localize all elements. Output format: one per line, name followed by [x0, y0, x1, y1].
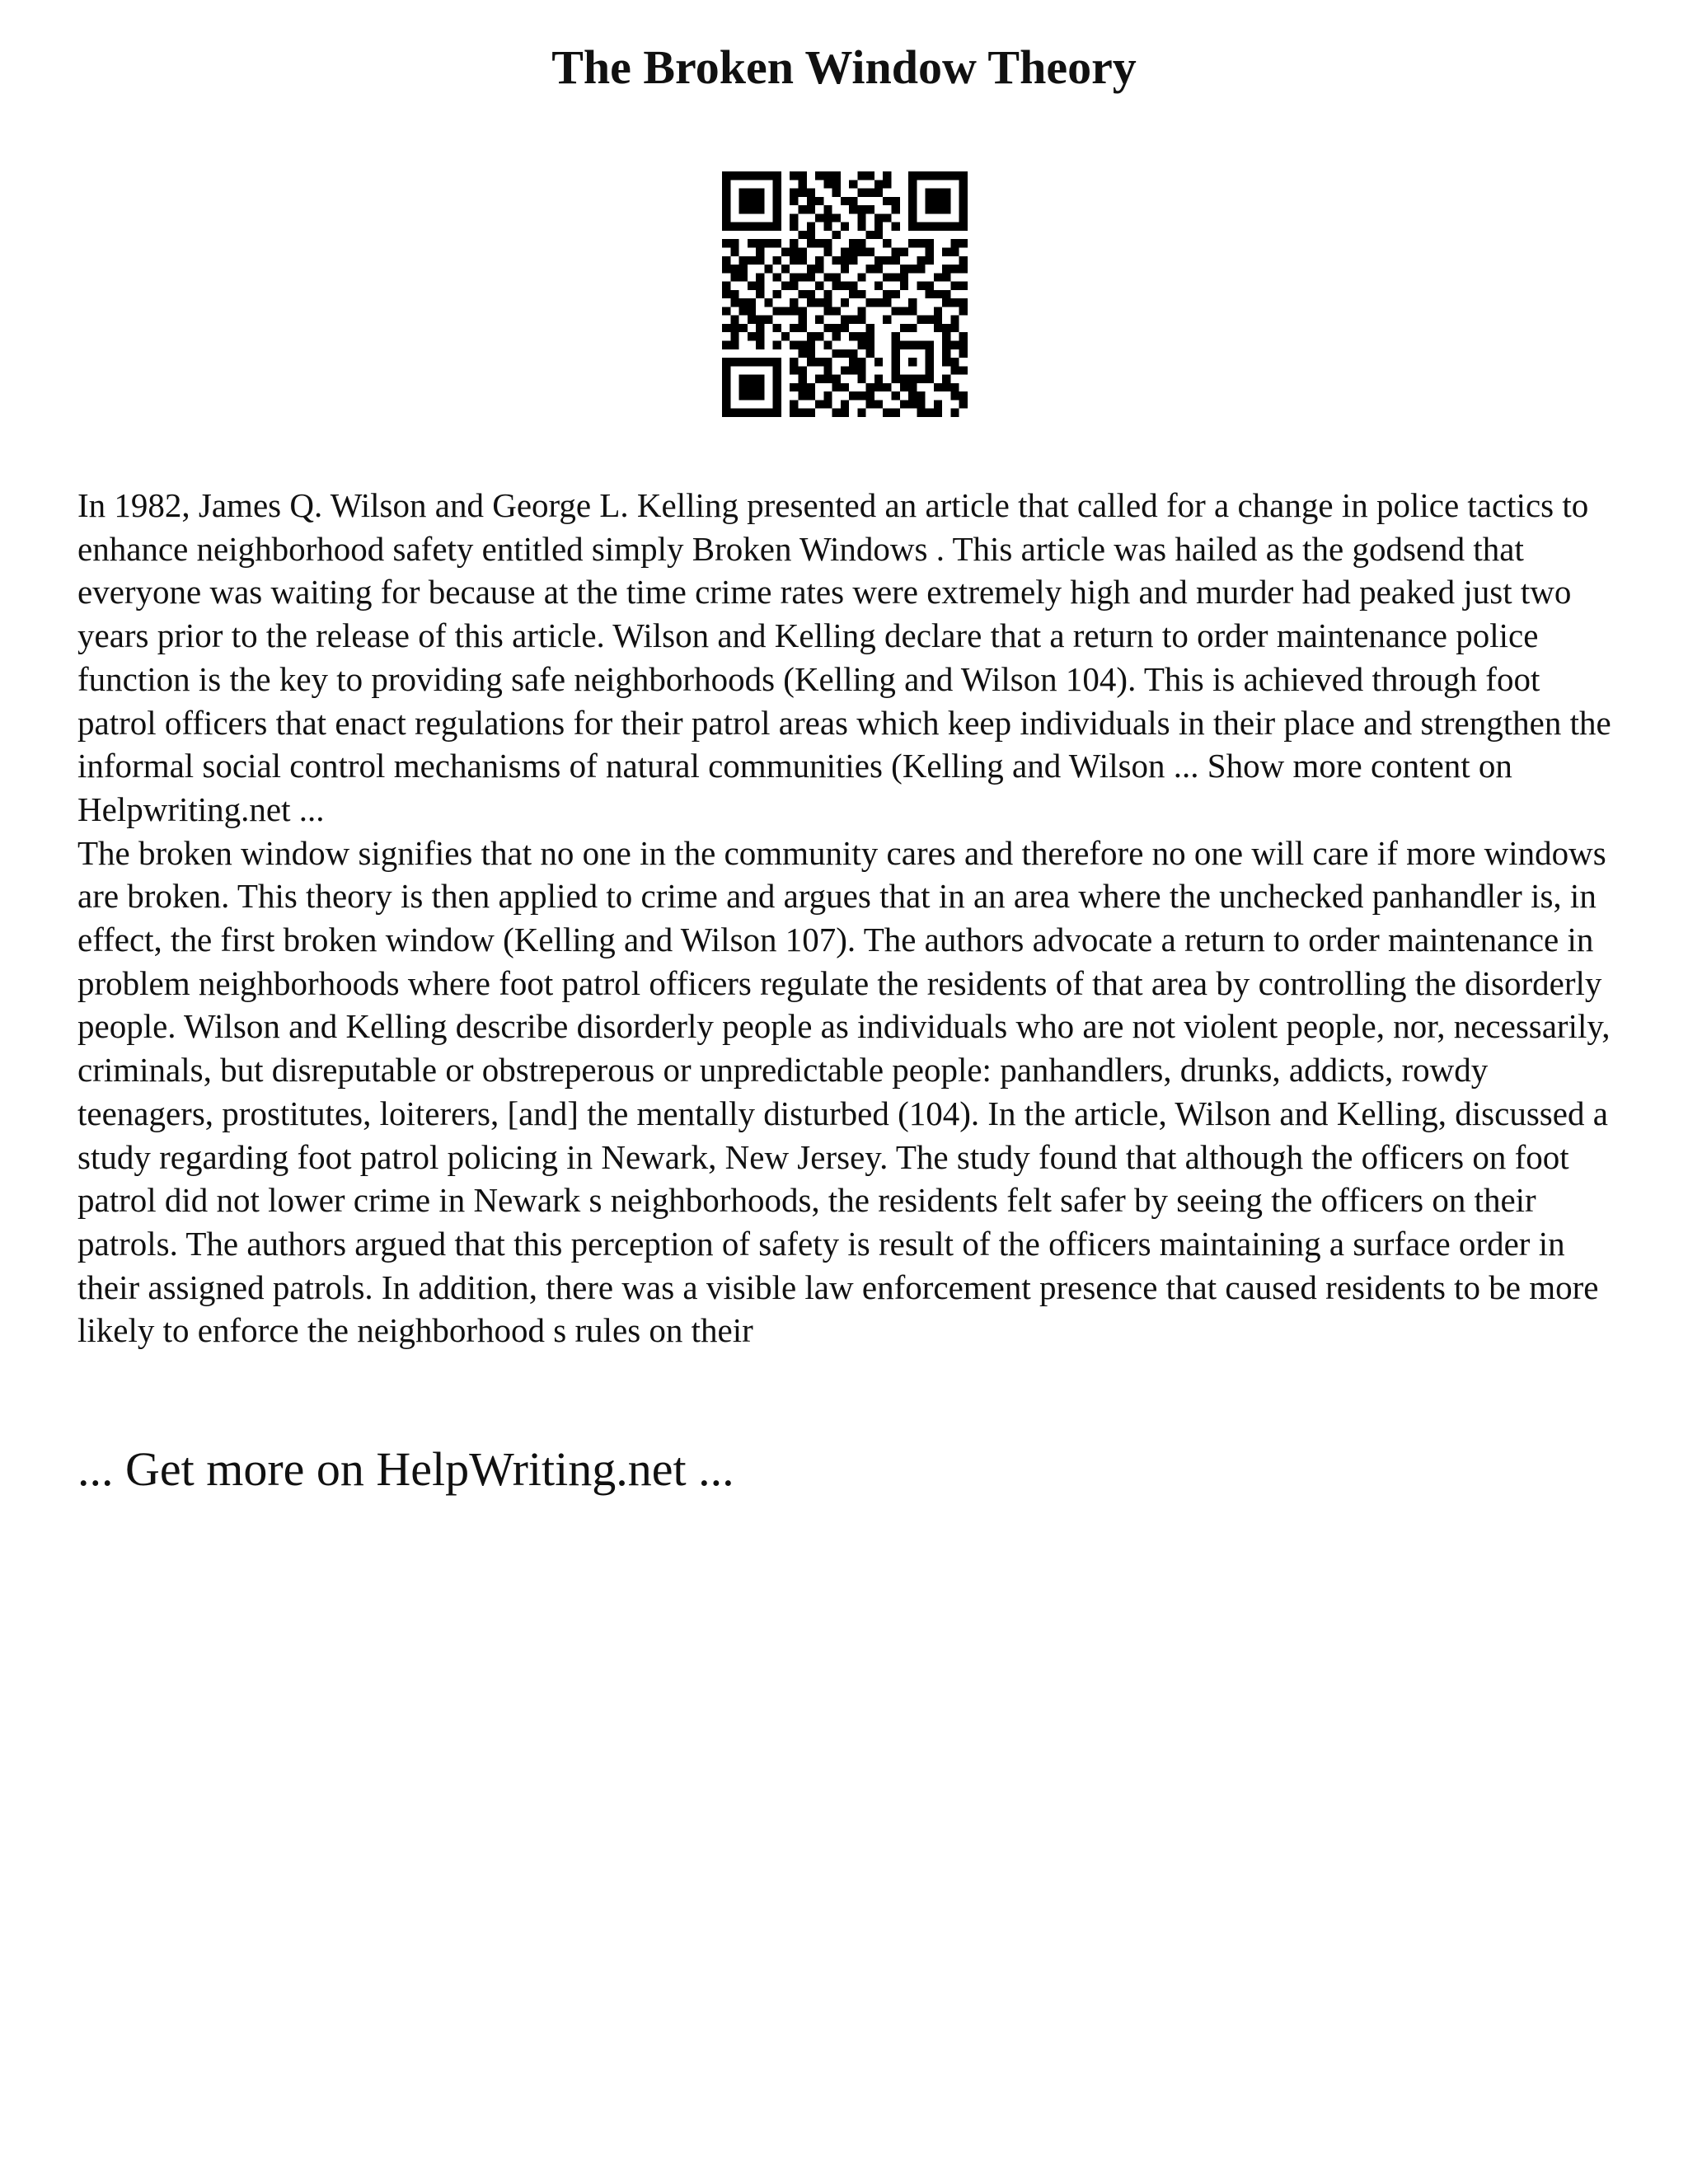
page-title: The Broken Window Theory [551, 40, 1137, 94]
qr-code [722, 171, 968, 417]
paragraph-1: In 1982, James Q. Wilson and George L. Kelling presented an article that called for a change in police tactics to enhance neighborhood safety entitled simply Broken Windows . This article was hailed as the godsend that everyone was waiting for because at the time crime rates were extremely high and murder had peaked just two years prior to the release of this article. Wilson and Kelling declare that a return to order maintenance police function is the key to providing safe neighborhoods (Kelling and Wilson 104). This is achieved through foot patrol officers that enact regulations for their patrol areas which keep individuals in their place and strengthen the informal social control mechanisms of natural communities (Kelling and Wilson ... Show more content on Helpwriting.net ... [77, 486, 1611, 828]
paragraph-2: The broken window signifies that no one in the community cares and therefore no one will care if more windows are broken. This theory is then applied to crime and argues that in an area where the unchecked panhandler is, in effect, the first broken window (Kelling and Wilson 107). The authors advocate a return to order maintenance in problem neighborhoods where foot patrol officers regulate the residents of that area by controlling the disorderly people. Wilson and Kelling describe disorderly people as individuals who are not violent people, nor, necessarily, criminals, but disreputable or obstreperous or unpredictable people: panhandlers, drunks, addicts, rowdy teenagers, prostitutes, loiterers, [and] the mentally disturbed (104). In the article, Wilson and Kelling, discussed a study regarding foot patrol policing in Newark, New Jersey. The study found that although the officers on foot patrol did not lower crime in Newark s neighborhoods, the residents felt safer by seeing the officers on their patrols. The authors argued that this perception of safety is result of the officers maintaining a surface order in their assigned patrols. In addition, there was a visible law enforcement presence that caused residents to be more likely to enforce the neighborhood s rules on their [77, 833, 1611, 1350]
get-more-link[interactable]: ... Get more on HelpWriting.net ... [77, 1442, 734, 1496]
article-body [77, 484, 1627, 1352]
qr-code-icon [722, 171, 968, 417]
